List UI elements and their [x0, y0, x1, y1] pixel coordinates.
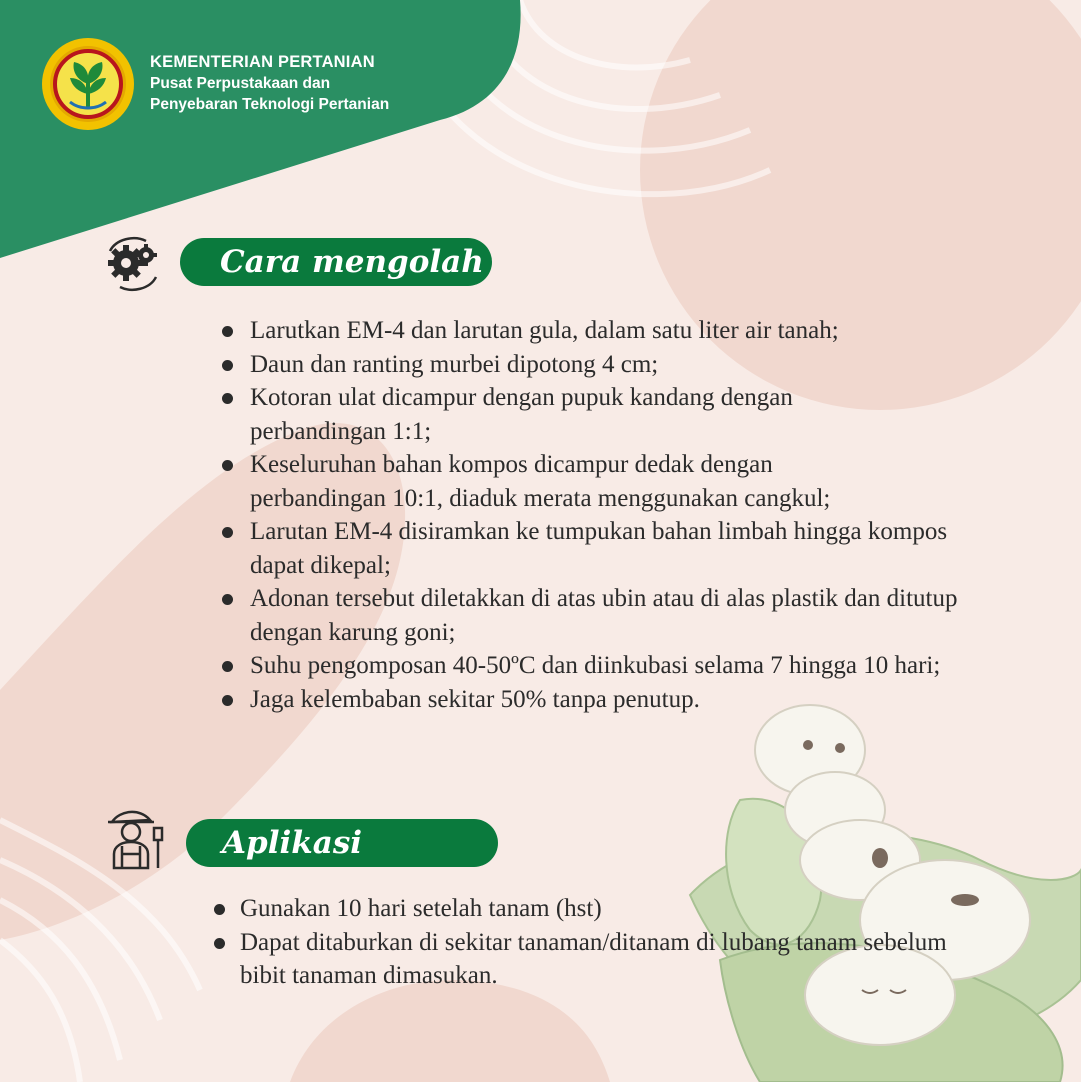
- section-title-application: [186, 819, 498, 867]
- list-item: Keseluruhan bahan kompos dicampur dedak dengan perbandingan 10:1, diaduk merata menggunakan cangkul;: [218, 448, 1008, 515]
- processing-list: [218, 314, 1008, 716]
- list-item: Daun dan ranting murbei dipotong 4 cm;: [218, 348, 1008, 382]
- application-title-text: Aplikasi: [222, 825, 363, 861]
- farmer-icon: [106, 806, 170, 872]
- list-item: Dapat ditaburkan di sekitar tanaman/ditanam di lubang tanam sebelum bibit tanaman dimasukan.: [212, 926, 992, 993]
- list-item: Gunakan 10 hari setelah tanam (hst): [212, 892, 992, 926]
- processing-title-text: Cara mengolah: [220, 244, 484, 280]
- unit-line-1: Pusat Perpustakaan dan: [150, 75, 331, 92]
- list-item: Kotoran ulat dicampur dengan pupuk kandang dengan perbandingan 1:1;: [218, 381, 1008, 448]
- header-title: [150, 52, 389, 115]
- list-item: Larutan EM-4 disiramkan ke tumpukan bahan limbah hingga kompos dapat dikepal;: [218, 515, 1008, 582]
- list-item: Adonan tersebut diletakkan di atas ubin atau di alas plastik dan ditutup dengan karung goni;: [218, 582, 1008, 649]
- gear-cycle-icon: [102, 233, 164, 293]
- list-item: Larutkan EM-4 dan larutan gula, dalam satu liter air tanah;: [218, 314, 1008, 348]
- list-item: Suhu pengomposan 40-50ºC dan diinkubasi selama 7 hingga 10 hari;: [218, 649, 1008, 683]
- list-item: Jaga kelembaban sekitar 50% tanpa penutup.: [218, 683, 1008, 717]
- application-list: [212, 892, 992, 993]
- unit-line-2: Penyebaran Teknologi Pertanian: [150, 96, 390, 113]
- ministry-name: KEMENTERIAN PERTANIAN: [150, 53, 375, 71]
- section-title-processing: [180, 238, 492, 286]
- ministry-logo: [40, 36, 136, 132]
